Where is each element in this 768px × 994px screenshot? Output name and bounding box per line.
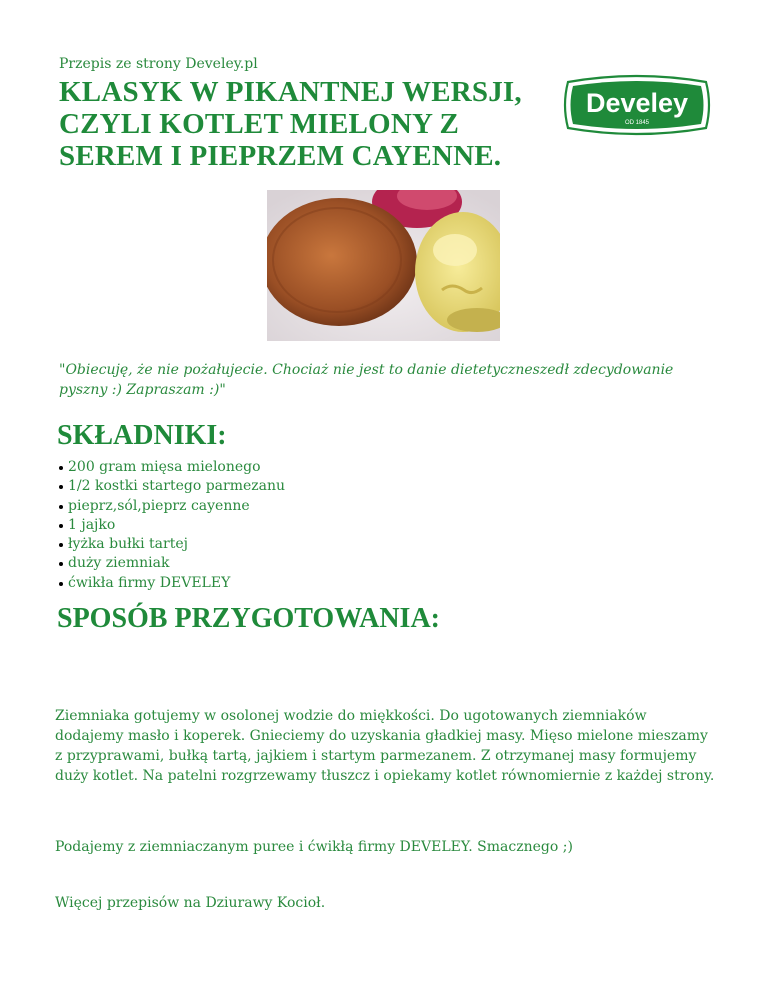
- source-line: Przepis ze strony Develey.pl: [59, 56, 258, 72]
- recipe-title: [59, 76, 549, 172]
- ingredients-list: [59, 458, 285, 593]
- ingredient-item: ćwikła firmy DEVELEY: [59, 574, 285, 593]
- dish-photo: [267, 190, 500, 341]
- ingredient-item: 200 gram mięsa mielonego: [59, 458, 285, 477]
- ingredient-item: duży ziemniak: [59, 554, 285, 573]
- svg-text:OD 1845: OD 1845: [624, 120, 650, 126]
- ingredient-item: 1 jajko: [59, 516, 285, 535]
- ingredient-item: łyżka bułki tartej: [59, 535, 285, 554]
- ingredient-item: 1/2 kostki startego parmezanu: [59, 477, 285, 496]
- recipe-quote: "Obiecuję, że nie pożałujecie. Chociaż nie jest to danie dietetyczneszedł zdecydowanie pyszny :) Zapraszam :)": [59, 362, 674, 398]
- preparation-heading: SPOSÓB PRZYGOTOWANIA:: [57, 603, 440, 634]
- ingredient-item: pieprz,sól,pieprz cayenne: [59, 497, 285, 516]
- preparation-paragraph: Ziemniaka gotujemy w osolonej wodzie do miękkości. Do ugotowanych ziemniaków dodajemy masło i koperek. Gnieciemy do uzyskania gładkiej masy. Mięso mielone mieszamy z przyprawami, bułką tartą, jajkiem i startym parmezanem. Z otrzymanej masy formujemy duży kotlet. Na patelni rozgrzewamy tłuszcz i opiekamy kotlet równomiernie z każdej strony.: [55, 708, 715, 784]
- ingredients-heading: SKŁADNIKI:: [57, 420, 227, 451]
- develey-logo: [562, 74, 712, 136]
- svg-text:Develey: Develey: [585, 88, 689, 118]
- more-recipes-text: Więcej przepisów na Dziurawy Kocioł.: [55, 895, 326, 911]
- title-line: CZYLI KOTLET MIELONY Z: [59, 108, 460, 140]
- title-line: KLASYK W PIKANTNEJ WERSJI,: [59, 76, 522, 108]
- serving-paragraph: Podajemy z ziemniaczanym puree i ćwikłą firmy DEVELEY. Smacznego ;): [55, 839, 573, 855]
- title-line: SEREM I PIEPRZEM CAYENNE.: [59, 140, 502, 172]
